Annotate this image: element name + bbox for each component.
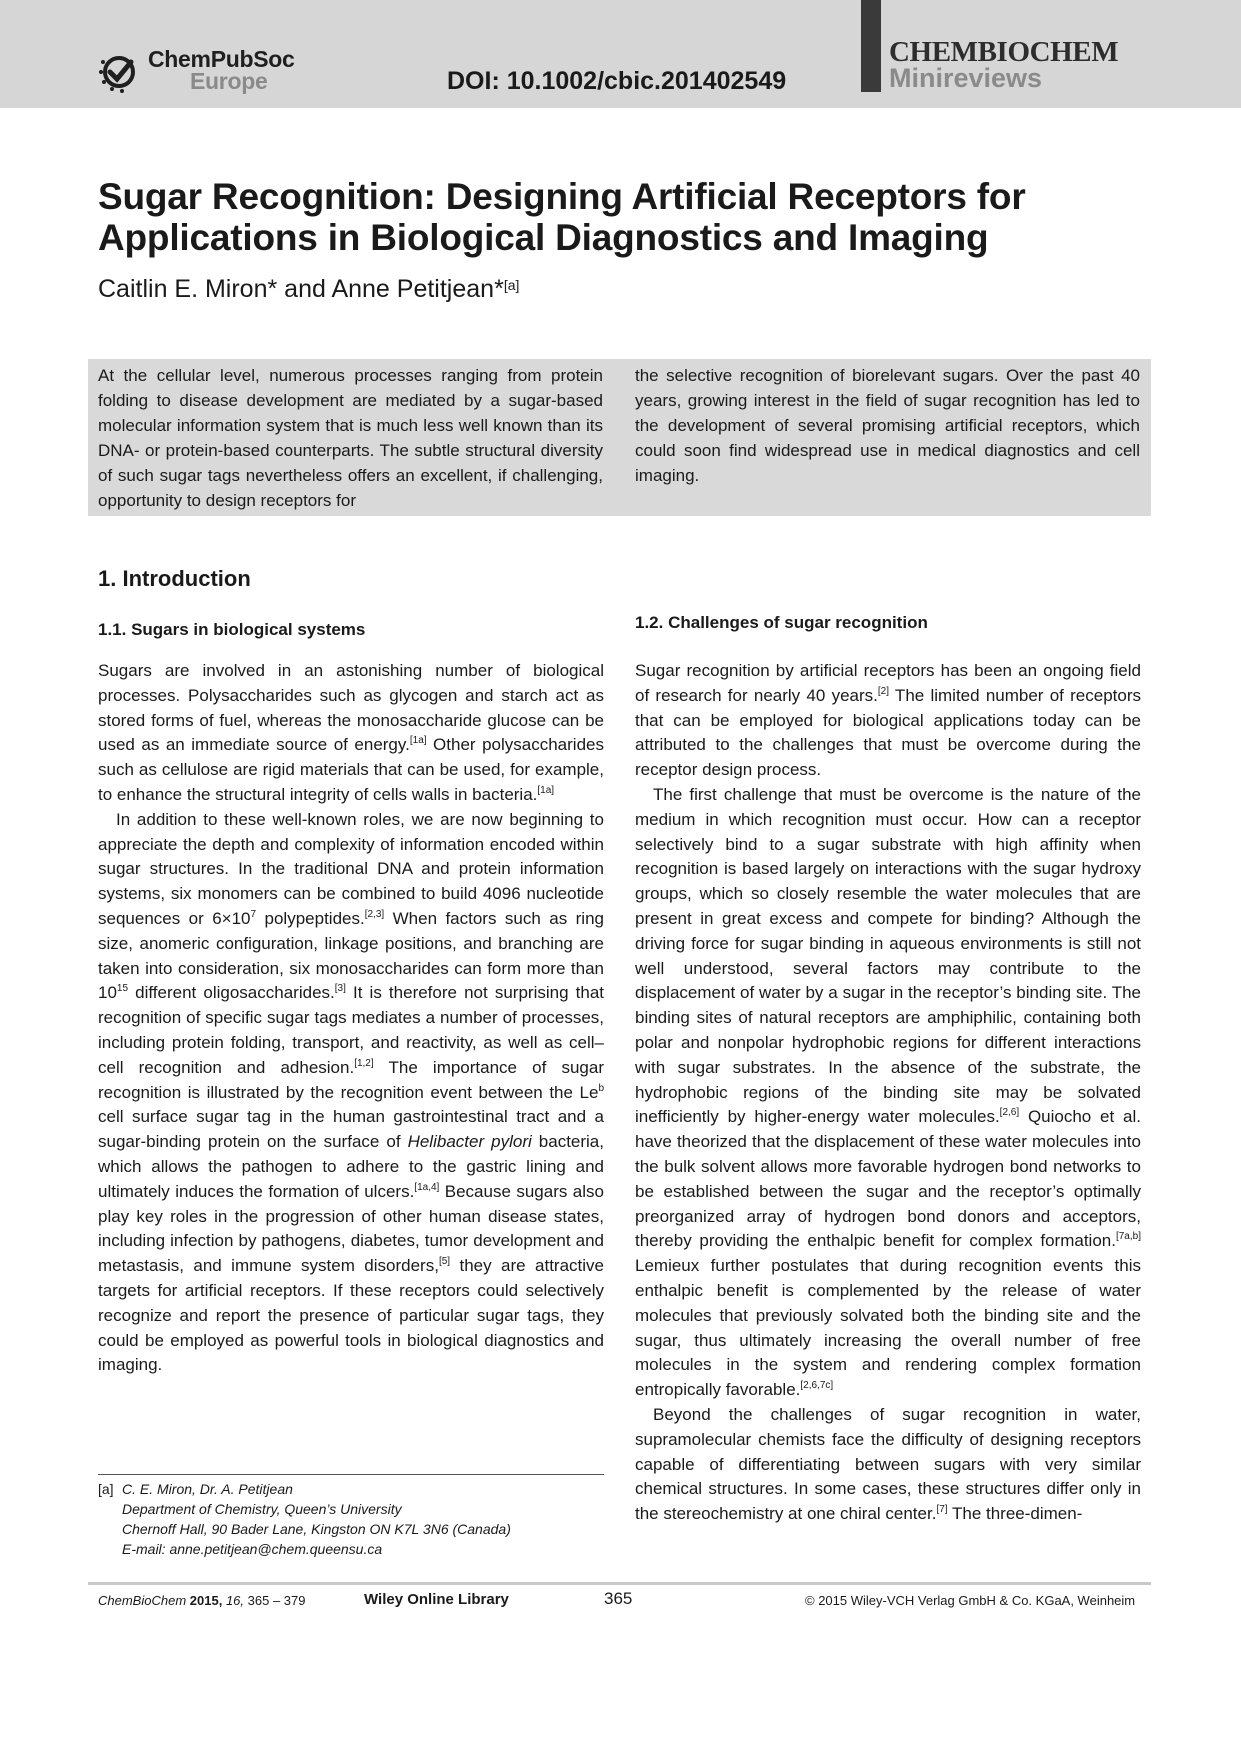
wiley-online-library-link[interactable]: Wiley Online Library bbox=[364, 1591, 509, 1608]
copyright-notice: © 2015 Wiley-VCH Verlag GmbH & Co. KGaA, Weinheim bbox=[805, 1593, 1136, 1608]
section-heading-introduction: 1. Introduction bbox=[98, 566, 251, 591]
publisher-name: ChemPubSoc bbox=[148, 46, 295, 72]
paragraph: Sugars are involved in an astonishing number of biological processes. Polysaccharides such as glycogen and starch act as stored forms of fuel, whereas the monosaccharide glucose can be used as an immediate source of energy.[1a] Other polysaccharides such as cellulose are rigid materials that can be used, for example, to enhance the structural integrity of cells walls in bacteria.[1a] bbox=[98, 661, 604, 804]
body-column-right bbox=[635, 659, 1141, 1527]
article-title bbox=[98, 176, 1138, 258]
citation[interactable]: [2] bbox=[877, 685, 889, 697]
footer-divider bbox=[88, 1582, 1151, 1585]
citation[interactable]: [2,6,7c] bbox=[800, 1380, 834, 1392]
journal-section: Minireviews bbox=[889, 63, 1043, 93]
citation[interactable]: [2,6] bbox=[999, 1107, 1020, 1119]
page-number: 365 bbox=[604, 1589, 633, 1608]
chempubsoc-logo-icon bbox=[98, 48, 144, 94]
subsection-heading-sugars: 1.1. Sugars in biological systems bbox=[98, 620, 366, 639]
paragraph: Beyond the challenges of sugar recognition in water, supramolecular chemists face the difficulty of designing receptors capable of differentiating between sugars with very similar chemical structures. In some cases, these structures differ only in the stereochemistry at one chiral center.[7] The three-dimen- bbox=[635, 1404, 1141, 1524]
author-affiliation-mark: [a] bbox=[503, 277, 520, 293]
footnote-email[interactable]: E-mail: anne.petitjean@chem.queensu.ca bbox=[122, 1541, 383, 1557]
paragraph: In addition to these well-known roles, we are now beginning to appreciate the depth and complexity of information encoded within sugar structures. In the traditional DNA and protein information systems, six monomers can be combined to build 4096 nucleotide sequences or $6\times 10^7$ polypeptides.[2,3] When factors such as ring size, anomeric configuration, linkage positions, and branching are taken into consideration, six monosaccharides can form more than $10^{15}$ different oligosaccharides.[3] It is therefore not surprising that recognition of specific sugar tags mediates a number of processes, including protein folding, transport, and reactivity, as well as cell–cell recognition and adhesion.[1,2] The importance of sugar recognition is illustrated by the recognition event between the Le$^b$ cell surface sugar tag in the human gastrointestinal tract and a sugar-binding protein on the surface of Helibacter pylori bacteria, which allows the pathogen to adhere to the gastric lining and ultimately induces the formation of ulcers.[1a,4] Because sugars also play key roles in the progression of other human disease states, including infection by pathogens, diabetes, tumor development and metastasis, and immune system disorders,[5] they are attractive targets for artificial receptors. If these receptors could selectively recognize and report the presence of particular sugar tags, they could be employed as powerful tools in biological diagnostics and imaging. bbox=[98, 809, 605, 1375]
publisher-logo bbox=[98, 46, 298, 96]
footer-citation: ChemBioChem 2015, 16, 365 – 379 bbox=[98, 1593, 306, 1608]
paragraph: The first challenge that must be overcome is the nature of the medium in which recognition must occur. How can a receptor selectively bind to a sugar substrate with high affinity when recognition is based largely on interactions with the sugar hydroxy groups, which so closely resemble the water molecules that are present in great excess and compete for binding? Although the driving force for sugar binding in aqueous environments is still not well understood, several factors may contribute to the displacement of water by a sugar in the receptor’s binding site. The binding sites of natural receptors are amphiphilic, containing both polar and nonpolar hydrophobic regions for different interactions with sugar substrates. In the absence of the substrate, the hydrophobic regions of the binding site may be solvated inefficiently by higher-energy water molecules.[2,6] Quiocho et al. have theorized that the displacement of these water molecules into the bulk solvent allows more favorable hydrogen bond networks to be established between the sugar and the receptor’s optimally preorganized array of hydrogen bond donors and acceptors, thereby providing the enthalpic benefit for complex formation.[7a,b] Lemieux further postulates that during recognition events this enthalpic benefit is complemented by the release of water molecules that previously solvated both the binding site and the sugar, thus ultimately increasing the overall number of free molecules in the system and rendering complex formation entropically favorable.[2,6,7c] bbox=[635, 784, 1141, 1400]
publisher-region: Europe bbox=[190, 68, 268, 94]
title-line-2: Applications in Biological Diagnostics and Imaging bbox=[98, 217, 989, 258]
title-line-1: Sugar Recognition: Designing Artificial Receptors for bbox=[98, 176, 1026, 217]
paragraph: Sugar recognition by artificial receptors has been an ongoing field of research for nearly 40 years.[2] The limited number of receptors that can be employed for biological applications today can be attributed to the challenges that must be overcome during the receptor design process. bbox=[635, 661, 1141, 780]
citation[interactable]: [1a] bbox=[409, 735, 427, 747]
affiliation-footnote bbox=[98, 1479, 618, 1559]
citation[interactable]: [1,2] bbox=[354, 1057, 374, 1069]
footnote-label: [a] bbox=[98, 1481, 114, 1497]
citation[interactable]: [1a,4] bbox=[414, 1181, 440, 1193]
citation[interactable]: [7a,b] bbox=[1115, 1231, 1141, 1243]
footnote-department: Department of Chemistry, Queen’s University bbox=[122, 1501, 402, 1517]
subsection-heading-challenges: 1.2. Challenges of sugar recognition bbox=[635, 613, 928, 632]
doi-link[interactable]: DOI: 10.1002/cbic.201402549 bbox=[447, 67, 787, 95]
citation[interactable]: [3] bbox=[334, 983, 346, 995]
abstract-right: the selective recognition of biorelevant sugars. Over the past 40 years, growing interest in the field of sugar recognition has led to the development of several promising artificial receptors, which could soon find widespread use in medical diagnostics and cell imaging. bbox=[635, 366, 1140, 485]
author-names: Caitlin E. Miron* and Anne Petitjean* bbox=[98, 275, 504, 303]
citation[interactable]: [7] bbox=[936, 1504, 948, 1516]
footnote-authors: C. E. Miron, Dr. A. Petitjean bbox=[122, 1481, 293, 1497]
authors bbox=[98, 275, 519, 304]
citation[interactable]: [5] bbox=[438, 1256, 451, 1268]
journal-name: CHEMBIOCHEM bbox=[889, 36, 1119, 68]
body-column-left bbox=[98, 659, 604, 1378]
footnote-address: Chernoff Hall, 90 Bader Lane, Kingston ON K7L 3N6 (Canada) bbox=[122, 1521, 511, 1537]
journal-bar bbox=[861, 0, 881, 92]
abstract-left: At the cellular level, numerous processes ranging from protein folding to disease development are mediated by a sugar-based molecular information system that is much less well known than its DNA- or protein-based counterparts. The subtle structural diversity of such sugar tags nevertheless offers an excellent, if challenging, opportunity to design receptors for bbox=[98, 366, 603, 510]
citation[interactable]: [2,3] bbox=[364, 908, 385, 920]
citation[interactable]: [1a] bbox=[537, 784, 555, 796]
footnote-divider bbox=[98, 1474, 604, 1475]
